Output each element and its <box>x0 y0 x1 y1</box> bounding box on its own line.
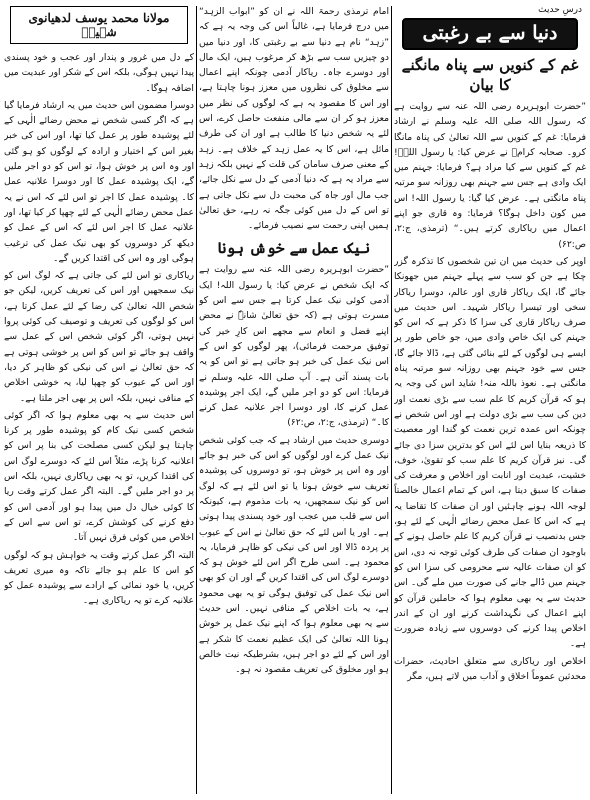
commentary-paragraph: البتہ اگر عمل کرتے وقت یہ خواہش ہو کہ لوگوں کو اس کا علم ہو جائے تاکہ وہ میری تعریف کریں، یا خود نمائی کے ارادے سے پوشیدہ عمل کو علانیہ کرے تو یہ ریاکاری ہے۔ <box>4 549 194 607</box>
commentary-paragraph: کے دل میں غرور و پندار اور عجب و خود پسندی پیدا نہیں ہوگی، بلکہ اس کے شکر اور عبدیت میں اضافہ ہوگا۔ <box>4 52 194 94</box>
column-divider <box>391 6 392 794</box>
commentary-paragraph: اخلاص اور ریاکاری سے متعلق احادیث، حضرات محدثین عموماً اخلاق و آداب میں لاتے ہیں، مگر <box>394 655 586 682</box>
section-heading: نیک عمل سے خوش ہونا <box>217 239 371 258</box>
section-tag: درسِ حدیث <box>538 5 582 15</box>
column-divider <box>196 6 197 794</box>
commentary-paragraph: امام ترمذی رحمۃ اللہ نے ان کو ”ابواب الزہد“ میں درج فرمایا ہے، غالباً اس کی وجہ یہ ہے کہ ”زہد“ نام ہے دنیا سے بے رغبتی کا، اور دنیا میں دو چیزیں سب سے بڑھ کر مرغوب ہیں، ایک مال اور دوسرے جاہ۔ ریاکار آدمی چونکہ اپنے اعمال سے مخلوق کی نظروں میں معزز ہونا چاہتا ہے، اور اس کا مقصود یہ ہے کہ لوگوں کی نظر میں معزز ہو کر ان سے مالی منفعت حاصل کرے، اس لئے یہ شخص دنیا کا طالب ہے اور ان کی طرف مائل ہے، اس کا یہ عمل زہد کے خلاف ہے۔ زہد کے معنی صرف سامان کی قلت کے نہیں بلکہ زہد سے مراد یہ ہے کہ دنیا آدمی کے دل سے نکل جائے، جب مال اور جاہ کی محبت دل سے نکل جاتی ہے تو اس کے دل میں کوئی جگہ نہ رہے، حق تعالیٰ ہمیں اپنی رحمت سے نصیب فرمائے۔ <box>199 6 389 232</box>
article-title: دنیا سے بے رغبتی <box>402 18 578 50</box>
hadith-quote: ”حضرت ابوہریرہ رضی اللہ عنہ سے روایت ہے کہ رسول اللہ صلی اللہ علیہ وسلم نے ارشاد فرمایا: غم کے کنویں سے اللہ تعالیٰ کی پناہ مانگا کرو۔ صحابہ کرامؓ نے عرض کیا: یا رسول اللہؐ! غم کے کنویں سے کیا مراد ہے؟ فرمایا: جہنم میں ایک وادی ہے جس سے جہنم بھی روزانہ سو مرتبہ پناہ مانگتی ہے۔ عرض کیا گیا: یا رسول اللہ! اس میں کون داخل ہوگا؟ فرمایا: وہ قاری جو اپنے اعمال میں ریاکاری کرتے ہیں۔“ (ترمذی، ج:۲، ص:۶۲) <box>394 101 586 250</box>
left-column <box>4 4 194 796</box>
middle-column <box>199 4 389 796</box>
commentary-paragraph: اس حدیث سے یہ بھی معلوم ہوا کہ اگر کوئی شخص کسی نیک کام کو پوشیدہ طور پر کرنا چاہتا ہو لیکن کسی مصلحت کی بنا پر اس کو اعلانیہ کرنا پڑے، مثلاً اس لئے کہ دوسرے لوگ اس کی اقتدا کریں، تو یہ بھی ریاکاری نہیں، بلکہ اس پر دو اجر ملیں گے۔ البتہ اگر عمل کرتے وقت ریا کا کوئی خیال دل میں پیدا ہو اور آدمی اس کو دفع کرنے کی کوشش کرے، تو اس سے اس کے اخلاص میں کوئی فرق نہیں آتا۔ <box>4 409 194 544</box>
commentary-paragraph: ریاکاری تو اس لئے کی جاتی ہے کہ لوگ اس کو نیک سمجھیں اور اس کی تعریف کریں، لیکن جو شخص اللہ تعالیٰ کی رضا کے لئے عمل کرتا ہے، اس کو لوگوں کی تعریف و توصیف کی کوئی پروا نہیں ہوتی، اگر کوئی شخص اس کے عمل سے واقف ہو جائے تو اس کو اس پر خوشی ہوتی ہے کہ حق تعالیٰ نے اس کی نیکی کو ظاہر کر دیا، اور اس کے عیوب کو چھپا لیا، یہ خوشی اخلاص کے منافی نہیں، بلکہ اس پر بھی اجر ملتا ہے۔ <box>4 270 194 404</box>
newspaper-page <box>4 4 586 796</box>
right-column <box>394 4 586 796</box>
author-byline: مولانا محمد یوسف لدھیانوی شہیدؒ <box>10 6 188 44</box>
hadith-quote: ”حضرت ابوہریرہ رضی اللہ عنہ سے روایت ہے کہ ایک شخص نے عرض کیا: یا رسول اللہ! ایک آدمی کوئی نیک عمل کرتا ہے جس سے اس کو مسرت ہوتی ہے (کہ حق تعالیٰ شانہٗ نے محض اپنے فضل و انعام سے مجھے اس کارِ خیر کی توفیق مرحمت فرمائی)، پھر لوگوں کو اس کے اس نیک عمل کی خبر ہو جاتی ہے تو اس کو یہ بات پسند آتی ہے۔ آپ صلی اللہ علیہ وسلم نے فرمایا: اس کو دو اجر ملیں گے، ایک اجر پوشیدہ عمل کرنے کا، اور دوسرا اجر علانیہ عمل کرنے کا۔“ (ترمذی، ج:۲، ص:۶۲) <box>199 264 389 429</box>
commentary-paragraph: دوسرا مضمون اس حدیث میں یہ ارشاد فرمایا گیا ہے کہ اگر کسی شخص نے محض رضائے الٰہی کے لئے پوشیدہ طور پر عمل کیا تھا، اور اس کی خبر بغیر اس کے اختیار و ارادہ کے لوگوں کو ہو گئی اور وہ اس پر خوش ہوا، تو اس کو دو اجر ملیں گے، ایک پوشیدہ عمل کا اور دوسرا علانیہ عمل کا۔ پوشیدہ عمل کا اجر تو اس لئے کہ اس نے یہ عمل محض رضائے الٰہی کے لئے چھپا کر کیا تھا، اور علانیہ عمل کا اجر اس لئے کہ اس کے عمل کو دیکھ کر دوسروں کو بھی نیک عمل کی ترغیب ہوگی اور وہ اس کی اقتدا کریں گے۔ <box>4 99 194 264</box>
article-subtitle: غم کے کنویں سے پناہ مانگنے کا بیان <box>401 56 579 94</box>
commentary-paragraph: دوسری حدیث میں ارشاد ہے کہ جب کوئی شخص نیک عمل کرے اور لوگوں کو اس کی خبر ہو جائے اور وہ اس پر خوش ہو، تو دوسروں کی پوشیدہ تعریف سے خوش ہونا یا تو اس لئے ہے کہ لوگ اس کو نیک سمجھیں، یہ بات مذموم ہے، کیونکہ اس سے قلب میں عجب اور خود پسندی پیدا ہوتی ہے۔ اور یا اس لئے کہ حق تعالیٰ نے اس کے عیوب پر پردہ ڈالا اور اس کی نیکی کو ظاہر فرمایا، یہ محمود ہے۔ اسی طرح اگر اس لئے خوش ہو کہ دوسرے لوگ اس کی اقتدا کریں گے اور ان کو بھی اس نیک عمل کی توفیق ہوگی تو یہ بھی محمود ہے، یہ بات اخلاص کے منافی نہیں۔ اس حدیث سے یہ بھی معلوم ہوا کہ اپنے نیک عمل پر خوش ہونا اللہ تعالیٰ کی ایک عظیم نعمت کا شکر ہے اور اس کے لئے دو اجر ہیں، بشرطیکہ نیت خالص ہو اور مخلوق کی تعریف مقصود نہ ہو۔ <box>199 434 389 676</box>
commentary-paragraph: اوپر کی حدیث میں ان تین شخصوں کا تذکرہ گزر چکا ہے جن کو سب سے پہلے جہنم میں جھونکا جائے گا، ایک ریاکار قاری اور عالم، دوسرا ریاکار سخی اور تیسرا ریاکار شہید۔ اس حدیث میں صرف ریاکار قاری کی سزا کا ذکر ہے کہ اس کو جہنم کی ایک خاص وادی میں، جو خاص طور پر ایسے ہی لوگوں کے لئے بنائی گئی ہے، ڈالا جائے گا، جس سے خود جہنم بھی روزانہ سو مرتبہ پناہ مانگتی ہے۔ نعوذ باللہ منہ! شاید اس کی وجہ یہ ہو کہ قرآن کریم کا علم سب سے بڑی نعمت اور دین کی سب سے بڑی دولت ہے اور اس شخص نے چونکہ اس عمدہ ترین نعمت کو گندا اور معصیت کا ذریعہ بنایا اس لئے اس کو بدترین سزا دی جائے گی۔ نیز قرآن کریم کا علم سب کو تقویٰ، خوف، خشیت، عبدیت اور انابت اور اخلاص و معرفت کی صفات کا سبق دیتا ہے، اس کے تمام اعمال خالصتاً لوجہ اللہ ہونے چاہئیں اور ان صفات کا تقاضا یہ ہے کہ اس کا عمل محض رضائے الٰہی کے لئے ہو، جس بدنصیب نے قرآن کریم کا علم حاصل ہونے کے باوجود ان صفات کی طرف کوئی توجہ نہ دی، اس کو ان صفات عالیہ سے محرومی کی سزا اس کو جہنم میں ڈالے جانے کی صورت میں ملے گی۔ اس حدیث سے یہ بھی معلوم ہوا کہ حاملین قرآن کو اپنے اعمال کی نگہداشت کرنے اور ان کے اندر اخلاص پیدا کرنے کی دوسروں سے زیادہ ضرورت ہے۔ <box>394 255 586 650</box>
